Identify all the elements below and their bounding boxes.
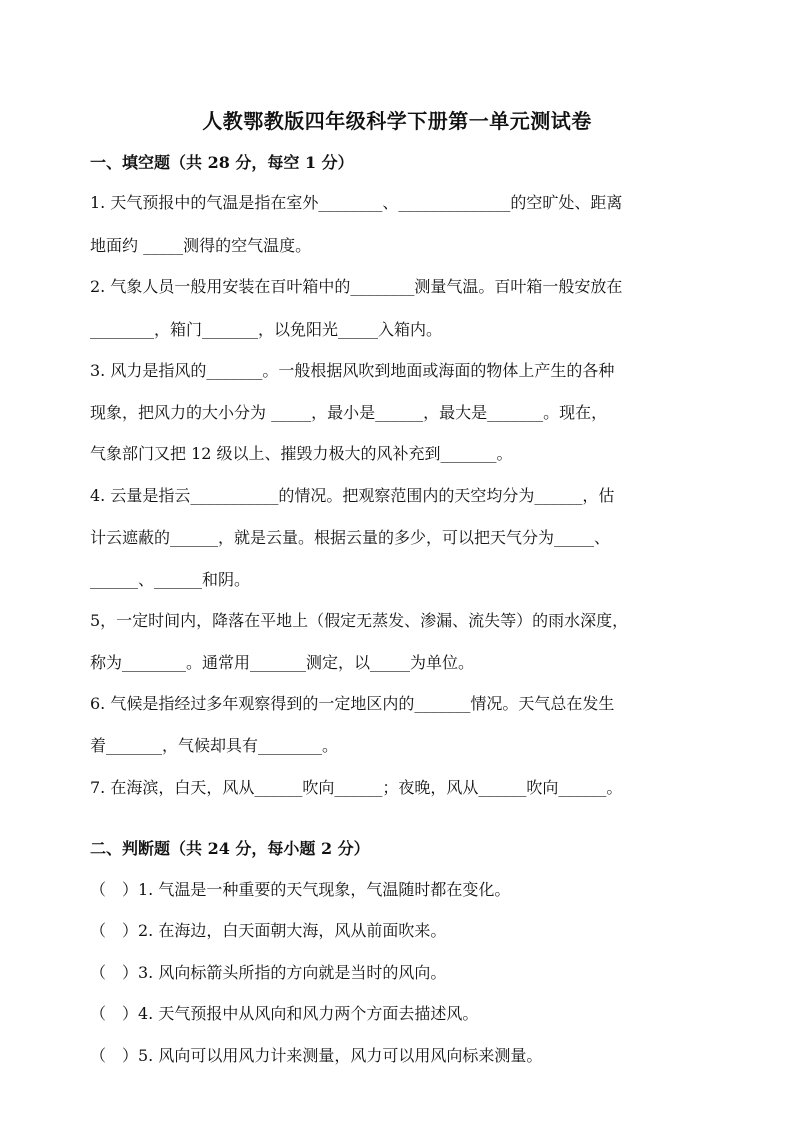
- section-1-heading: 一、填空题（共 28 分，每空 1 分）: [90, 153, 354, 172]
- question-line: 5，一定时间内，降落在平地上（假定无蒸发、渗漏、流失等）的雨水深度，: [90, 611, 629, 630]
- question-line: 现象，把风力的大小分为 _____，最小是______，最大是_______。现在，: [90, 403, 608, 422]
- question-line: 气象部门又把 12 级以上、摧毁力极大的风补充到_______。: [90, 444, 513, 463]
- true-false-item: （ ）3. 风向标箭头所指的方向就是当时的风向。: [90, 963, 447, 982]
- section-2-heading: 二、判断题（共 24 分，每小题 2 分）: [90, 839, 370, 858]
- true-false-item: （ ）5. 风向可以用风力计来测量，风力可以用风向标来测量。: [90, 1046, 543, 1065]
- true-false-item: （ ）2. 在海边，白天面朝大海，风从前面吹来。: [90, 921, 447, 940]
- question-line: 7. 在海滨，白天，风从______吹向______；夜晚，风从______吹向______。: [90, 778, 623, 797]
- true-false-item: （ ）4. 天气预报中从风向和风力两个方面去描述风。: [90, 1004, 479, 1023]
- question-line: 6. 气候是指经过多年观察得到的一定地区内的_______情况。天气总在发生: [90, 694, 615, 713]
- question-line: 着_______，气候却具有________。: [90, 736, 339, 755]
- question-line: 计云遮蔽的______，就是云量。根据云量的多少，可以把天气分为_____、: [90, 528, 611, 547]
- question-line: 地面约 _____测得的空气温度。: [90, 236, 312, 255]
- question-line: 3. 风力是指风的_______。一般根据风吹到地面或海面的物体上产生的各种: [90, 361, 615, 380]
- question-line: ______、______和阴。: [90, 570, 251, 589]
- question-line: 4. 云量是指云___________的情况。把观察范围内的天空均分为______，估: [90, 486, 615, 505]
- exam-title: 人教鄂教版四年级科学下册第一单元测试卷: [202, 109, 592, 133]
- question-line: 1. 天气预报中的气温是指在室外________、______________的空旷处、距离: [90, 193, 623, 212]
- question-line: 2. 气象人员一般用安装在百叶箱中的________测量气温。百叶箱一般安放在: [90, 277, 623, 296]
- question-line: 称为________。通常用_______测定，以_____为单位。: [90, 653, 475, 672]
- true-false-item: （ ）1. 气温是一种重要的天气现象，气温随时都在变化。: [90, 880, 511, 899]
- question-line: ________，箱门_______，以免阳光_____入箱内。: [90, 320, 443, 339]
